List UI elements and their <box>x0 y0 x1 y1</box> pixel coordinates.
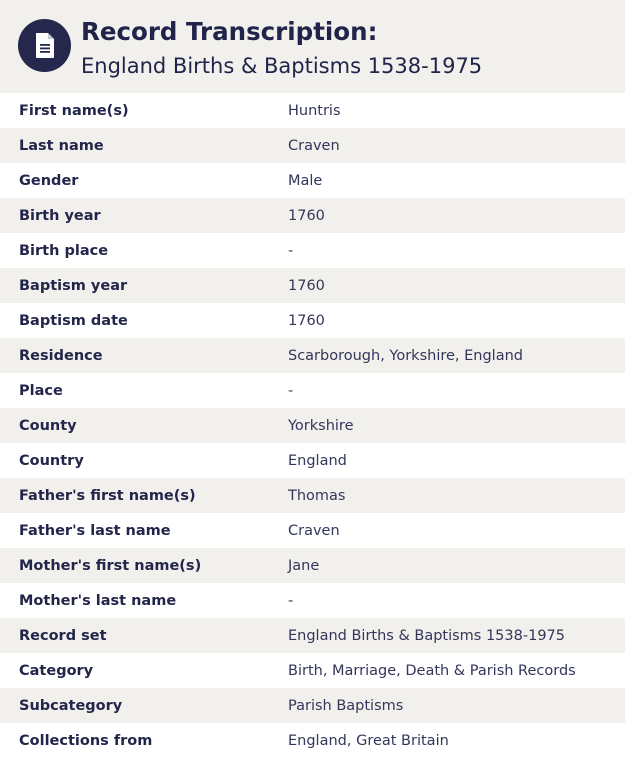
field-label: Birth place <box>19 242 109 259</box>
table-row <box>0 513 625 548</box>
table-row <box>0 128 625 163</box>
page-title: Record Transcription: <box>81 17 378 46</box>
field-label: Collections from <box>19 732 153 749</box>
field-value: England, Great Britain <box>288 732 449 749</box>
field-label: Gender <box>19 172 79 189</box>
field-label: Birth year <box>19 207 101 224</box>
field-value: Craven <box>288 137 340 154</box>
field-label: First name(s) <box>19 102 129 119</box>
field-label: Place <box>19 382 63 399</box>
field-label: Baptism year <box>19 277 128 294</box>
field-value: 1760 <box>288 207 325 224</box>
record-header <box>0 0 625 93</box>
table-row <box>0 583 625 618</box>
field-value: - <box>288 242 294 259</box>
table-row <box>0 478 625 513</box>
table-row <box>0 198 625 233</box>
table-row <box>0 443 625 478</box>
field-value: Thomas <box>288 487 346 504</box>
field-label: Last name <box>19 137 104 154</box>
field-value: Male <box>288 172 323 189</box>
table-row <box>0 548 625 583</box>
field-label: Father's last name <box>19 522 171 539</box>
table-row <box>0 303 625 338</box>
field-label: Mother's first name(s) <box>19 557 202 574</box>
field-value: Huntris <box>288 102 341 119</box>
field-label: Father's first name(s) <box>19 487 196 504</box>
field-value: 1760 <box>288 312 325 329</box>
field-value: Jane <box>288 557 320 574</box>
field-value: Birth, Marriage, Death & Parish Records <box>288 662 576 679</box>
field-value: 1760 <box>288 277 325 294</box>
field-label: Residence <box>19 347 103 364</box>
field-value: Parish Baptisms <box>288 697 404 714</box>
document-icon <box>34 32 56 59</box>
field-label: Mother's last name <box>19 592 177 609</box>
record-set-subtitle: England Births & Baptisms 1538-1975 <box>81 54 483 78</box>
table-row <box>0 268 625 303</box>
table-row <box>0 653 625 688</box>
field-label: County <box>19 417 77 434</box>
transcription-table <box>0 93 625 758</box>
field-value: Scarborough, Yorkshire, England <box>288 347 523 364</box>
document-icon-badge <box>18 19 71 72</box>
field-label: Baptism date <box>19 312 128 329</box>
field-value: England <box>288 452 347 469</box>
field-value: - <box>288 592 294 609</box>
table-row <box>0 338 625 373</box>
table-row <box>0 373 625 408</box>
table-row <box>0 688 625 723</box>
table-row <box>0 163 625 198</box>
field-value: England Births & Baptisms 1538-1975 <box>288 627 565 644</box>
field-value: Yorkshire <box>288 417 354 434</box>
field-label: Category <box>19 662 94 679</box>
table-row <box>0 723 625 758</box>
field-label: Subcategory <box>19 697 123 714</box>
table-row <box>0 233 625 268</box>
table-row <box>0 618 625 653</box>
field-label: Record set <box>19 627 107 644</box>
table-row <box>0 408 625 443</box>
field-value: - <box>288 382 294 399</box>
field-value: Craven <box>288 522 340 539</box>
table-row <box>0 93 625 128</box>
field-label: Country <box>19 452 84 469</box>
